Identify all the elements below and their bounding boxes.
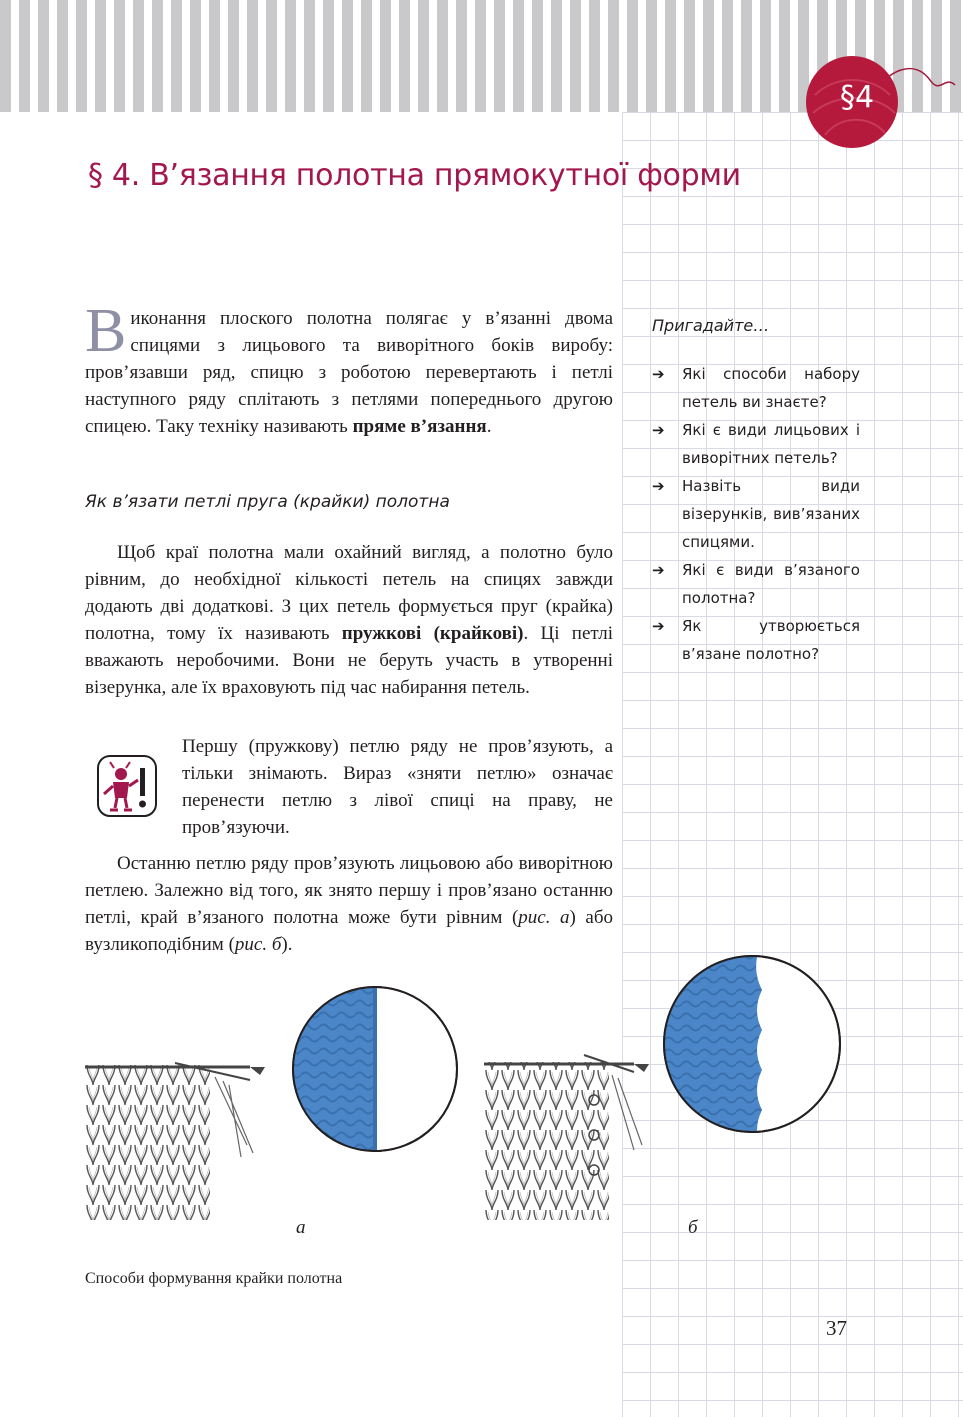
intro-paragraph [85,297,613,440]
sidebar-question: ➔ Як утворюється в’язане полотно? [652,612,860,668]
arrow-right-icon: ➔ [652,561,665,579]
page-number: 37 [826,1316,847,1340]
note-paragraph: Першу (пружкову) петлю ряду не пров’язують, а тільки знімають. Вираз «зняти петлю» означає перенести петлю з лівої спиці на праву, не пров’язуючи. [182,736,613,838]
section-subheading: Як в’язати петлі пруга (крайки) полотна [85,492,450,512]
arrow-right-icon: ➔ [652,617,665,635]
arrow-right-icon: ➔ [652,365,665,383]
sidebar-question: ➔ Які є види лицьових і виворітних петель? [652,416,860,472]
edge-stitches-paragraph: Щоб краї полотна мали охайний вигляд, а полотно було рівним, до необхідної кількості петель на спицях завжди додають дві додаткові. З цих петель формується пруг (крайка) полотна, тому їх називають пружкові (крайкові). Ці петлі вважають неробочими. Вони не беруть участь в утворенні візерунка, але їх враховують під час набирання петель. [85,542,613,698]
page-title: § 4. В’язання полотна прямокутної форми [88,158,741,193]
intro-text: иконання плоского полотна полягає у в’язанні двома спицями з лицьового та виворітного боків виробу: пров’язавши ряд, спицю з роботою перевертають і петлі наступного ряду сплітають з петлями попереднього другою спицею. Таку техніку називають пряме в’язання. [85,308,613,437]
arrow-right-icon: ➔ [652,421,665,439]
figure-b-nodular-edge [484,950,844,1225]
sidebar-title: Пригадайте… [652,316,770,335]
sidebar-question: ➔ Які є види в’язаного полотна? [652,556,860,612]
last-stitch-paragraph: Останню петлю ряду пров’язують лицьовою або виворітною петлею. Залежно від того, як знято першу і пров’язано останню петлі, край в’язаного полотна може бути рівним (рис. а) або вузликоподібним (рис. б). [85,853,613,955]
attention-note-icon [96,754,158,818]
sidebar-recall [652,312,860,668]
section-badge: §4 [839,80,875,115]
figure-b-label: б [688,1217,698,1238]
arrow-right-icon: ➔ [652,477,665,495]
sidebar-question: ➔ Назвіть види візерунків, вив’язаних спицями. [652,472,860,556]
drop-cap: В [85,297,127,365]
figure-a-smooth-edge [85,985,465,1225]
figure-caption: Способи формування крайки полотна [85,1270,343,1287]
figure-a-label: а [296,1217,306,1238]
sidebar-question: ➔ Які способи набору петель ви знаєте? [652,360,860,416]
sidebar-questions [652,360,860,668]
